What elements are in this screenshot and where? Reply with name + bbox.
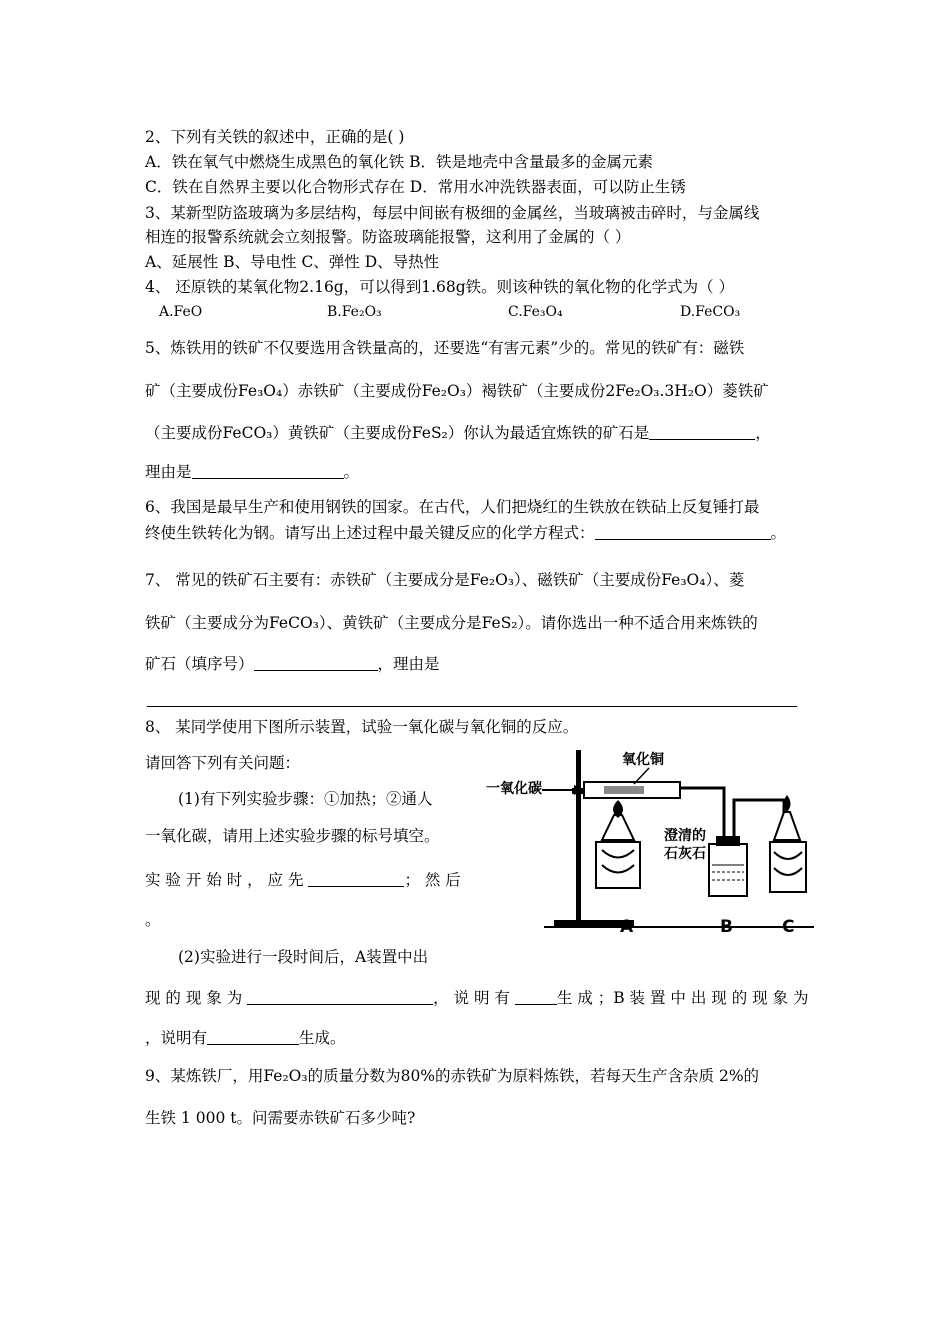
- q5-reason-label: 理由是: [145, 463, 192, 481]
- q8-part1-line2: 一氧化碳，请用上述实验步骤的标号填空。: [145, 827, 440, 845]
- q7-line-1: 7、 常见的铁矿石主要有：赤铁矿（主要成分是Fe₂O₃）、磁铁矿（主要成份Fe₃O₄）、菱: [145, 571, 745, 589]
- q7-reason-blank-line[interactable]: [147, 706, 797, 707]
- q7-line-2: 铁矿（主要成分为FeCO₃）、黄铁矿（主要成分是FeS₂）。请你选出一种不适合用来炼铁的: [145, 614, 758, 632]
- q5-reason-blank[interactable]: [192, 463, 344, 479]
- q5-comma: ，: [755, 424, 771, 442]
- q8-phenomenon-text: 现 的 现 象 为: [145, 989, 243, 1007]
- q8-part2-line1: (2)实验进行一段时间后，A装置中出: [178, 948, 429, 966]
- label-a: A: [620, 917, 634, 937]
- q5-line-1: 5、炼铁用的铁矿不仅要选用含铁量高的，还要选“有害元素”少的。常见的铁矿有：磁铁: [145, 339, 745, 357]
- q6-line-2: [145, 523, 786, 543]
- q4-option-b: B.Fe₂O₃: [327, 304, 382, 320]
- q3-line-1: 3、某新型防盗玻璃为多层结构，每层中间嵌有极细的金属丝，当玻璃被击碎时，与金属线: [145, 204, 760, 222]
- q8-part2-line2: [145, 988, 808, 1008]
- q8-generated-text: 生成。: [299, 1029, 346, 1047]
- q4-option-c: C.Fe₃O₄: [508, 304, 563, 320]
- q3-line-2: 相连的报警系统就会立刻报警。防盗玻璃能报警，这利用了金属的（ ）: [145, 228, 631, 246]
- q8-indicates-text: ， 说 明 有: [433, 989, 510, 1007]
- q6-period: 。: [770, 524, 787, 542]
- q8-start-text: 实 验 开 始 时 ， 应 先: [145, 871, 304, 889]
- q8-part1-line3: [145, 870, 461, 890]
- apparatus-figure: [484, 740, 834, 940]
- q5-line-3: [145, 423, 771, 443]
- q5-line-2: 矿（主要成份Fe₃O₄）赤铁矿（主要成份Fe₂O₃）褐铁矿（主要成份2Fe₂O₃.3H₂O）菱铁矿: [145, 382, 769, 400]
- q2-options-cd: C．铁在自然界主要以化合物形式存在 D．常用水冲洗铁器表面，可以防止生锈: [145, 178, 686, 196]
- q4-option-d: D.FeCO₃: [680, 304, 741, 320]
- q5-ore-blank[interactable]: [649, 424, 755, 440]
- q8-then-text: ； 然 后: [404, 871, 461, 889]
- limewater-label-1: 澄清的: [664, 828, 706, 844]
- q7-reason-label: ，理由是: [377, 655, 440, 673]
- co-label: 一氧化碳: [486, 781, 542, 797]
- q8-ask: 请回答下列有关问题：: [145, 754, 301, 772]
- limewater-label-2: 石灰石: [664, 846, 706, 862]
- q2-options-ab: A．铁在氧气中燃烧生成黑色的氧化铁 B．铁是地壳中含量最多的金属元素: [145, 153, 654, 171]
- q2-stem: 2、下列有关铁的叙述中，正确的是( ): [145, 128, 405, 146]
- q5-line-4: [145, 462, 359, 482]
- label-b: B: [720, 917, 733, 937]
- cuo-label: 氧化铜: [622, 752, 664, 768]
- q6-question-text: 终使生铁转化为钢。请写出上述过程中最关键反应的化学方程式：: [145, 524, 595, 542]
- q8-b-indicates-text: ，说明有: [145, 1029, 208, 1047]
- q9-line-1: 9、某炼铁厂，用Fe₂O₃的质量分数为80%的赤铁矿为原料炼铁，若每天生产含杂质 2%的: [145, 1067, 760, 1085]
- q5-period: 。: [343, 463, 360, 481]
- q6-equation-blank[interactable]: [595, 524, 771, 540]
- q8-first-step-blank[interactable]: [308, 871, 404, 887]
- q8-stem: 8、 某同学使用下图所示装置，试验一氧化碳与氧化铜的反应。: [145, 718, 579, 736]
- q5-question-text: （主要成份FeCO₃）黄铁矿（主要成份FeS₂）你认为最适宜炼铁的矿石是: [145, 424, 650, 442]
- q9-line-2: 生铁 1 000 t。问需要赤铁矿石多少吨?: [145, 1109, 416, 1127]
- q6-line-1: 6、我国是最早生产和使用钢铁的国家。在古代，人们把烧红的生铁放在铁砧上反复锤打最: [145, 498, 760, 516]
- q7-line-3: [145, 654, 440, 674]
- q7-question-text: 矿石（填序号）: [145, 655, 254, 673]
- q3-options: A、延展性 B、导电性 C、弹性 D、导热性: [145, 253, 440, 271]
- q4-stem: 4、 还原铁的某氧化物2.16g，可以得到1.68g铁。则该种铁的氧化物的化学式为（ ）: [145, 278, 735, 296]
- q8-part1-line4: 。: [145, 911, 161, 929]
- q7-ore-blank[interactable]: [254, 655, 378, 671]
- q8-a-phenomenon-blank[interactable]: [247, 989, 433, 1005]
- q8-b-product-blank[interactable]: [207, 1029, 299, 1045]
- q4-option-a: A.FeO: [159, 304, 203, 320]
- q8-part2-line3: [145, 1028, 346, 1048]
- label-c: C: [782, 917, 795, 937]
- q8-b-phenomenon-text: 生 成 ；B 装 置 中 出 现 的 现 象 为: [556, 989, 809, 1007]
- q8-a-product-blank[interactable]: [515, 989, 557, 1005]
- q8-part1-line1: (1)有下列实验步骤：①加热；②通人: [178, 790, 433, 808]
